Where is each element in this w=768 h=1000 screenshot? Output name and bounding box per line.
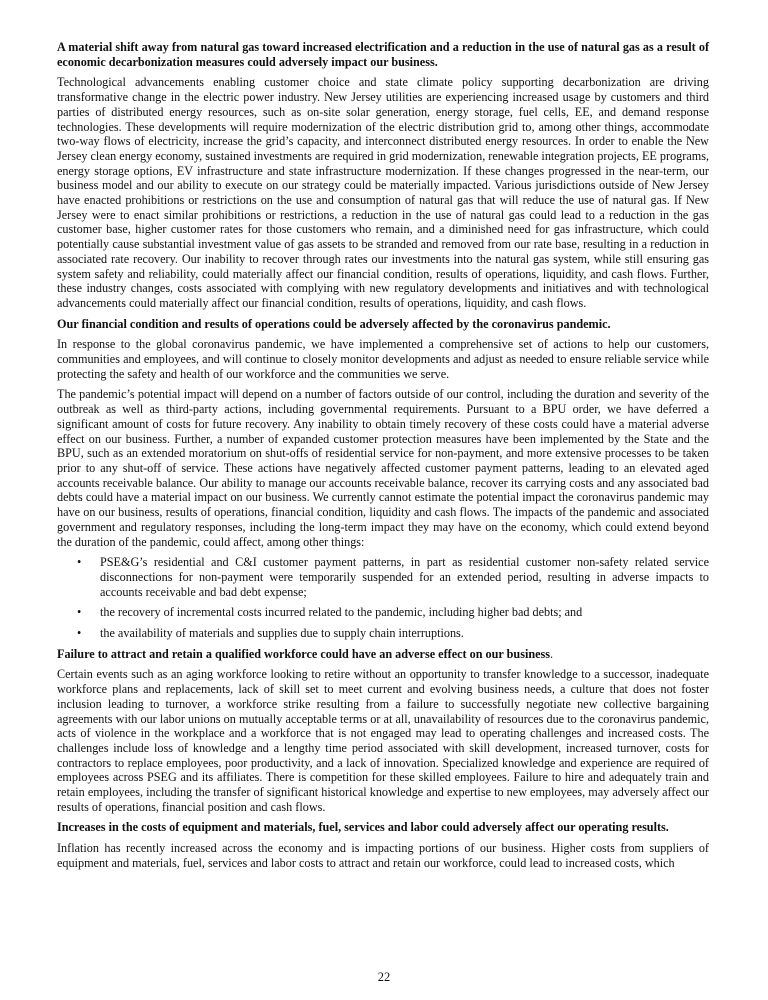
section-heading: Increases in the costs of equipment and materials, fuel, services and labor could adversely affect our operating results. — [57, 820, 669, 835]
section-heading: A material shift away from natural gas toward increased electrification and a reduction in the use of natural gas as a result of economic decarbonization measures could adversely impact our business. — [57, 40, 709, 69]
paragraph: In response to the global coronavirus pandemic, we have implemented a comprehensive set of actions to help our customers, communities and employees, and will continue to closely monitor developments and adjust as needed to ensure reliable service while protecting the safety and health of our workforce and the communities we serve. — [57, 337, 709, 381]
list-item — [57, 555, 709, 599]
section-heading — [57, 647, 709, 662]
document-page — [57, 40, 709, 877]
section-coronavirus — [57, 317, 709, 641]
paragraph: Technological advancements enabling customer choice and state climate policy supporting decarbonization are driving transformative change in the electric power industry. New Jersey utilities are experiencing increased usage by customers and third parties of distributed energy resources, such as on-site solar generation, energy storage, fuel cells, EE, and demand response technologies. These developments will require modernization of the electric distribution grid to, among other things, accommodate two-way flows of electricity, increase the grid’s capacity, and interconnect distributed energy resources. In order to enable the New Jersey clean energy economy, sustained investments are required in grid modernization, renewable integration projects, EE programs, energy storage options, EV infrastructure and state infrastructure modernization. If these changes progressed in the near-term, our business model and our ability to execute on our strategy could be materially impacted. Various jurisdictions outside of New Jersey have enacted prohibitions or restrictions on the use and consumption of natural gas that will reduce the use of natural gas. If New Jersey were to enact similar prohibitions or restrictions, a reduction in the use of natural gas could lead to a reduction in the gas customer base, higher customer rates for those customers who remain, and a diminished need for gas infrastructure, which could potentially cause substantial investment value of gas assets to be stranded and removed from our rate base, resulting in a reduction in associated rate recovery. Our inability to recover through rates our investments into the natural gas system, while still ensuring gas system safety and reliability, could materially affect our financial condition, results of operations, liquidity, and cash flows. Further, these industry changes, costs associated with complying with new regulatory developments and initiatives and with technological advancements could materially affect our financial condition, results of operations, liquidity, and cash flows. — [57, 75, 709, 310]
bullet-icon: • — [77, 555, 82, 570]
bullet-icon: • — [77, 605, 82, 620]
list-item-text: the recovery of incremental costs incurred related to the pandemic, including higher bad debts; and — [100, 605, 583, 620]
section-electrification — [57, 40, 709, 311]
list-item-text: the availability of materials and supplies due to supply chain interruptions. — [100, 626, 464, 641]
paragraph: The pandemic’s potential impact will depend on a number of factors outside of our control, including the duration and severity of the outbreak as well as third-party actions, including governmental requirements. Pursuant to a BPU order, we have deferred a significant amount of costs for future recovery. Any inability to obtain timely recovery of these costs could have a material adverse effect on our business. Further, a number of expanded customer protection measures have been implemented by the State and the BPU, such as an extended moratorium on shut-offs of residential service for non-payment, and more extensive processes to be taken prior to any shut-off of service. These actions have negatively affected customer payment patterns, leading to an elevated aged accounts receivable balance. Our ability to manage our accounts receivable balance, recover its carrying costs and any associated bad debts could have a material impact on our business. We currently cannot estimate the potential impact the coronavirus pandemic may have on our business, results of operations, financial condition, liquidity and cash flows. The impacts of the pandemic and associated government and regulatory responses, including the long-term impact they may have on the economy, which could extend beyond the duration of the pandemic, could affect, among other things: — [57, 387, 709, 549]
section-heading-text: Failure to attract and retain a qualified workforce could have an adverse effect on our business — [57, 646, 551, 661]
section-workforce — [57, 647, 709, 815]
list-item — [57, 605, 709, 620]
section-heading: Our financial condition and results of operations could be adversely affected by the coronavirus pandemic. — [57, 316, 611, 331]
paragraph: Certain events such as an aging workforce looking to retire without an opportunity to transfer knowledge to a successor, inadequate workforce plans and replacements, lack of skill set to meet current and evolving business needs, a culture that does not foster inclusion leading to turnover, a workforce strike resulting from a failure to successfully negotiate new collective bargaining agreements with our labor unions on mutually acceptable terms or at all, unavailability of resources due to the coronavirus pandemic, acts of violence in the workplace and a workforce that is not engaged may lead to operating challenges and increased costs. The challenges include loss of knowledge and a lengthy time period associated with skill development, increased turnover, costs for contractors to replace employees, poor productivity, and a lack of innovation. Specialized knowledge and experience are required of employees across PSEG and its affiliates. There is competition for these skilled employees. Failure to hire and adequately train and retain employees, including the transfer of significant historical knowledge and expertise to new employees, may adversely affect our results of operations, financial position and cash flows. — [57, 667, 709, 814]
bullet-icon: • — [77, 626, 82, 641]
section-heading-period: . — [550, 646, 554, 661]
bullet-list — [57, 555, 709, 641]
paragraph: Inflation has recently increased across the economy and is impacting portions of our business. Higher costs from suppliers of equipment and materials, fuel, services and labor costs to attract and retain our workforce, could lead to increased costs, which — [57, 841, 709, 870]
list-item-text: PSE&G’s residential and C&I customer payment patterns, in part as residential customer non-safety related service disconnections for non-payment were temporarily suspended for an extended period, resulting in adverse impacts to accounts receivable and bad debt expense; — [100, 555, 709, 599]
list-item — [57, 626, 709, 641]
page-number: 22 — [377, 970, 391, 984]
section-costs — [57, 820, 709, 870]
